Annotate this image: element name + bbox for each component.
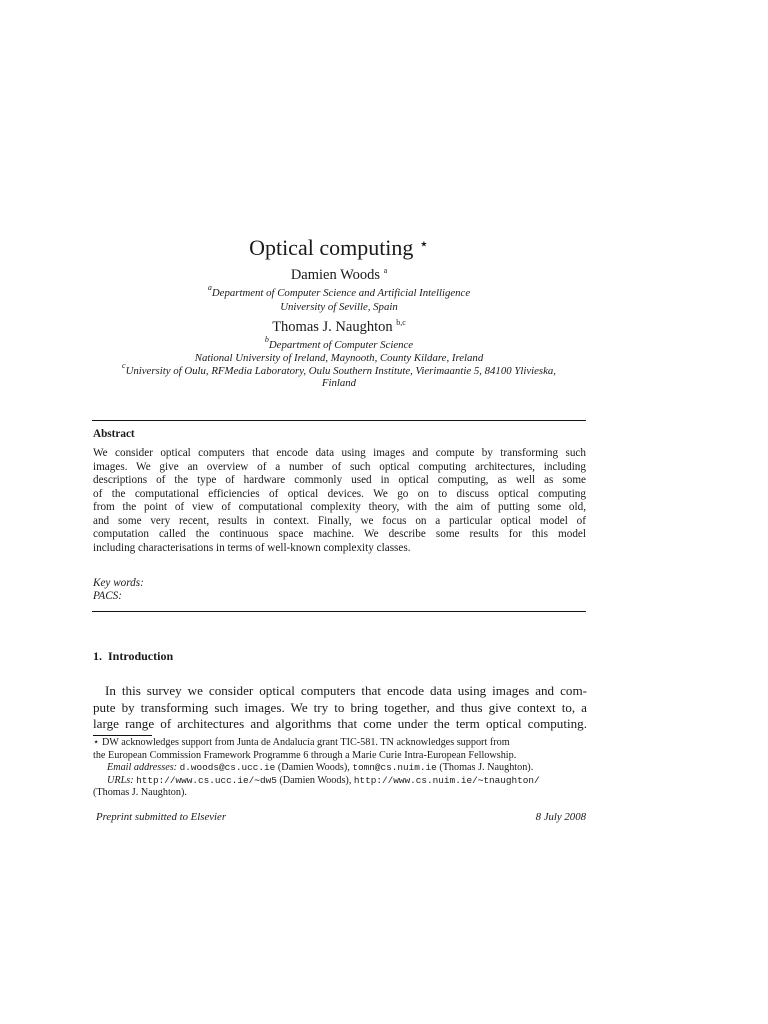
email-label: Email addresses: (107, 762, 178, 774)
affiliation-mark: c (122, 361, 126, 370)
footnote-urls (93, 775, 587, 788)
url-label: URLs: (107, 774, 134, 786)
affiliation-mark: b (264, 335, 269, 344)
paragraph-line: pute by transforming such images. We try to bring together, and thus give context to, a (93, 699, 587, 715)
url-link-woods[interactable]: http://www.cs.ucc.ie/∼dw5 (136, 774, 277, 786)
author-naughton (92, 319, 586, 336)
section-heading-introduction: 1. Introduction (93, 649, 174, 663)
footnote-line: the European Commission Framework Programme 6 through a Marie Curie Intra-European Fellowship. (93, 749, 517, 761)
email-link-naughton[interactable]: tomn@cs.nuim.ie (352, 762, 437, 774)
url-link-naughton[interactable]: http://www.cs.nuim.ie/∼tnaughton/ (353, 774, 540, 786)
paragraph-line: In this survey we consider optical computers that encode data using images and com- (105, 683, 587, 698)
abstract-line: and some very recent, results in context. Finally, we focus on a particular optical model of (93, 514, 586, 527)
author-name: Damien Woods (290, 267, 380, 283)
affiliation-a-line-2: University of Seville, Spain (280, 301, 398, 313)
footnote (93, 737, 587, 800)
affiliation-c-line-2: Finland (321, 377, 357, 389)
affiliation-b-line-2: National University of Ireland, Maynooth, County Kildare, Ireland (194, 352, 484, 364)
paper-title (92, 235, 586, 261)
footnote-line: (Thomas J. Naughton). (93, 787, 187, 799)
abstract-line: from the point of view of computational complexity theory, with the aim of putting some old, (93, 501, 586, 513)
abstract-heading: Abstract (93, 428, 135, 440)
email-owner: (Damien Woods), (277, 762, 350, 774)
abstract-line: of the computational efficiencies of optical devices. We go on to discuss optical computing (93, 487, 586, 500)
paragraph-line: large range of architectures and algorithms that come under the term optical computing. (93, 716, 587, 732)
key-words-label: Key words: (93, 577, 144, 589)
affiliation-a-line-1 (92, 283, 586, 299)
affiliation-b-line-1 (92, 335, 586, 351)
footnote-text: DW acknowledges support from Junta de Andalucía grant TIC-581. TN acknowledges support from (101, 737, 510, 748)
abstract-line: images. We give an overview of a number of such optical computing architectures, including (93, 460, 586, 473)
abstract-body (93, 447, 586, 555)
author-name: Thomas J. Naughton (272, 319, 393, 335)
author-affiliation-mark: b,c (396, 318, 406, 327)
abstract-bottom-rule (92, 611, 586, 612)
title-text: Optical computing (249, 235, 414, 260)
abstract-line: descriptions of the type of hardware commonly used in optical computing, as well as some (93, 474, 586, 486)
email-owner: (Thomas J. Naughton). (439, 762, 534, 774)
preprint-notice: Preprint submitted to Elsevier (96, 811, 227, 823)
affiliation-c-line-1 (88, 361, 590, 377)
footnote-rule (93, 735, 152, 736)
footnote-line (93, 737, 587, 750)
affiliation-text: Department of Computer Science and Artificial Intelligence (211, 287, 471, 299)
footnote-emails (93, 762, 587, 775)
email-link-woods[interactable]: d.woods@cs.ucc.ie (179, 762, 276, 774)
url-owner: (Damien Woods), (279, 774, 352, 786)
abstract-line: including characterisations in terms of well-known complexity classes. (93, 541, 411, 554)
affiliation-mark: a (207, 283, 212, 292)
introduction-paragraph (93, 683, 587, 733)
affiliation-text: University of Oulu, RFMedia Laboratory, Oulu Southern Institute, Vierimaantie 5, 84100 Ylivieska, (125, 365, 556, 377)
abstract-top-rule (92, 420, 586, 421)
abstract-line: computation called the continuous space machine. We describe some results for this model (93, 528, 586, 540)
footnote-mark: ⋆ (93, 737, 100, 748)
preprint-date: 8 July 2008 (535, 811, 586, 823)
title-footnote-mark: ⋆ (418, 236, 429, 253)
pacs-label: PACS: (93, 590, 123, 602)
author-woods (92, 267, 586, 284)
author-affiliation-mark: a (383, 266, 388, 275)
affiliation-text: Department of Computer Science (268, 339, 414, 351)
abstract-line: We consider optical computers that encode data using images and compute by transforming such (93, 447, 586, 459)
